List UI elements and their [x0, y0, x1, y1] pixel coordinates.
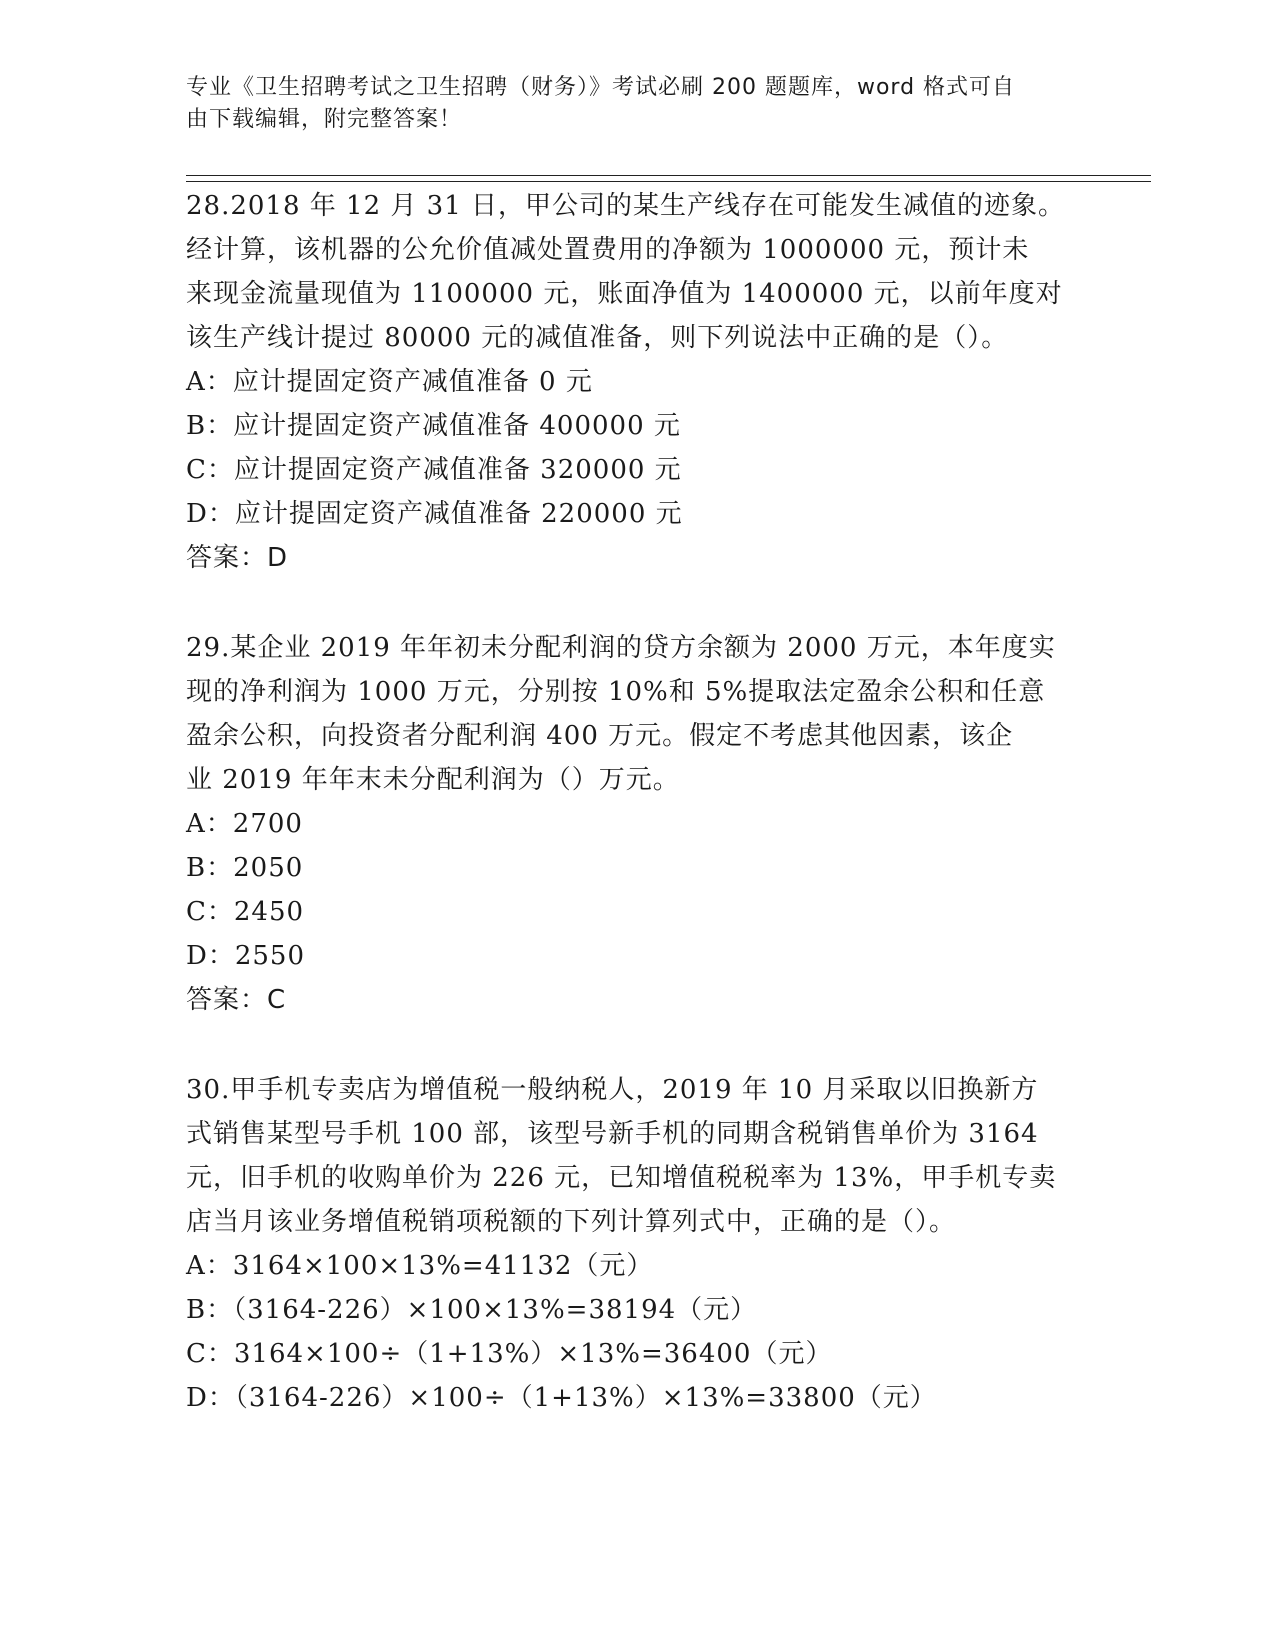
header-divider-top	[186, 175, 1151, 176]
answer-line: 答案：D	[186, 543, 289, 573]
question-text-line: 经计算，该机器的公允价值减处置费用的净额为 1000000 元，预计未	[186, 235, 1030, 265]
option-d: D：（3164-226）×100÷（1+13%）×13%=33800（元）	[186, 1383, 937, 1413]
header-line-1: 专业《卫生招聘考试之卫生招聘（财务）》考试必刷 200 题题库，word 格式可自	[186, 75, 1016, 100]
question-text-line: 28.2018 年 12 月 31 日，甲公司的某生产线存在可能发生减值的迹象。	[186, 191, 1066, 221]
option-c: C：2450	[186, 897, 305, 927]
option-d: D：应计提固定资产减值准备 220000 元	[186, 499, 683, 529]
header-divider-bottom	[186, 181, 1151, 182]
option-b: B：2050	[186, 853, 304, 883]
question-text-line: 店当月该业务增值税销项税额的下列计算列式中，正确的是（）。	[186, 1207, 957, 1237]
option-a: A：3164×100×13%=41132（元）	[186, 1251, 654, 1281]
option-c: C：3164×100÷（1+13%）×13%=36400（元）	[186, 1339, 833, 1369]
option-c: C：应计提固定资产减值准备 320000 元	[186, 455, 682, 485]
header-line-2: 由下载编辑，附完整答案！	[186, 107, 463, 132]
question-text-line: 来现金流量现值为 1100000 元，账面净值为 1400000 元，以前年度对	[186, 279, 1063, 309]
question-text-line: 29.某企业 2019 年年初未分配利润的贷方余额为 2000 万元，本年度实	[186, 633, 1056, 663]
question-text-line: 元，旧手机的收购单价为 226 元，已知增值税税率为 13%，甲手机专卖	[186, 1163, 1057, 1193]
option-d: D：2550	[186, 941, 306, 971]
question-text-line: 现的净利润为 1000 万元，分别按 10%和 5%提取法定盈余公积和任意	[186, 677, 1046, 707]
answer-line: 答案：C	[186, 985, 287, 1015]
question-text-line: 该生产线计提过 80000 元的减值准备，则下列说法中正确的是（）。	[186, 323, 1009, 353]
option-a: A：2700	[186, 809, 303, 839]
option-a: A：应计提固定资产减值准备 0 元	[186, 367, 593, 397]
question-text-line: 业 2019 年年末未分配利润为（）万元。	[186, 765, 680, 795]
question-text-line: 式销售某型号手机 100 部，该型号新手机的同期含税销售单价为 3164	[186, 1119, 1039, 1149]
option-b: B：（3164-226）×100×13%=38194（元）	[186, 1295, 758, 1325]
question-text-line: 盈余公积，向投资者分配利润 400 万元。假定不考虑其他因素，该企	[186, 721, 1014, 751]
question-text-line: 30.甲手机专卖店为增值税一般纳税人，2019 年 10 月采取以旧换新方	[186, 1075, 1039, 1105]
option-b: B：应计提固定资产减值准备 400000 元	[186, 411, 681, 441]
document-header	[186, 72, 1066, 136]
